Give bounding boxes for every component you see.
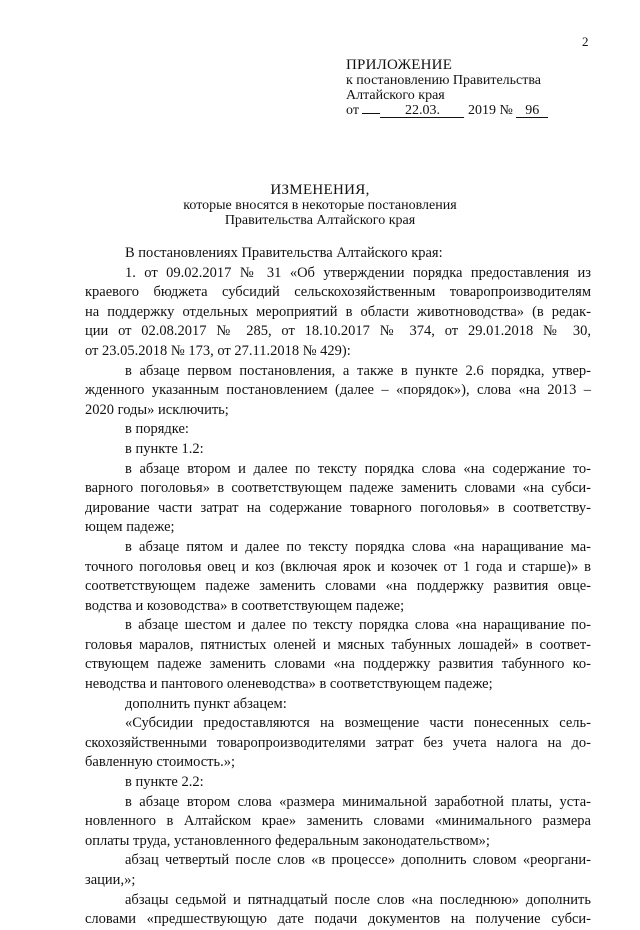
body-line: дополнить пункт абзацем: [125, 695, 287, 712]
date-blank [362, 113, 380, 114]
appendix-heading: ПРИЛОЖЕНИЕ [346, 57, 453, 73]
body-line: скохозяйственными товаропроизводителями затрат без учета налога на до- [85, 734, 591, 751]
body-line: в абзаце первом постановления, а также в пункте 2.6 порядка, утвер- [125, 362, 591, 379]
body-line: В постановлениях Правительства Алтайского края: [125, 245, 443, 261]
body-line: в порядке: [125, 421, 189, 438]
body-line: дирование части затрат на содержание товарного поголовья» в соответству- [85, 499, 591, 516]
body-line: ции от 02.08.2017 № 285, от 18.10.2017 № 374, от 29.01.2018 № 30, [85, 323, 591, 340]
number-sign: № [499, 103, 513, 118]
body-line: в абзаце пятом и далее по тексту порядка слова «на наращивание ма- [125, 538, 591, 555]
body-line: ющем падеже; [85, 519, 175, 536]
body-line: варного поголовья» в соответствующем падеже заменить словами «на субси- [85, 480, 591, 497]
body-line: краевого бюджета субсидий сельскохозяйственным товаропроизводителям [85, 284, 591, 301]
body-line: бавленную стоимость.»; [85, 754, 236, 771]
body-text [85, 244, 591, 930]
title-line-2: Правительства Алтайского края [224, 213, 416, 228]
body-line: словами «предшествующую дате подачи документов на получение субси- [85, 911, 591, 928]
resolution-number: 96 [516, 104, 548, 118]
body-line: 2020 годы» исключить; [85, 401, 229, 418]
body-line: в пункте 1.2: [125, 440, 204, 457]
body-line: в пункте 2.2: [125, 774, 204, 791]
body-line: в абзаце шестом и далее по тексту порядка слова «на наращивание по- [125, 617, 591, 634]
body-line: соответствующем падеже заменить словами «на поддержку развития овце- [85, 578, 591, 595]
date-day-month: 22.03. [380, 104, 464, 118]
body-line: зации,»; [85, 872, 136, 888]
body-line: головья маралов, пятнистых оленей и мясных табунных лошадей» в соответ- [85, 636, 591, 653]
page-number: 2 [582, 34, 589, 49]
document-title [0, 183, 640, 228]
appendix-block [346, 58, 548, 118]
title-line-1: которые вносятся в некоторые постановления [183, 198, 457, 213]
body-line: точного поголовья овец и коз (включая ярок и козочек от 1 года и старше)» в [85, 558, 591, 575]
body-line: ствующем падеже заменить словами «на поддержку развития табунного ко- [85, 656, 591, 673]
appendix-line-1: к постановлению Правительства [346, 73, 542, 88]
appendix-line-2: Алтайского края [346, 88, 445, 103]
body-line: водства и козоводства» в соответствующем падеже; [85, 597, 405, 614]
body-line: на поддержку отдельных мероприятий в области животноводства» (в редак- [85, 303, 591, 320]
body-line: неводства и пантового оленеводства» в соответствующем падеже; [85, 676, 493, 693]
body-line: от 23.05.2018 № 173, от 27.11.2018 № 429): [85, 342, 351, 359]
body-line: в абзаце втором и далее по тексту порядка слова «на содержание то- [125, 460, 591, 477]
body-line: оплаты труда, установленного федеральным законодательством»; [85, 832, 490, 849]
date-prefix: от [346, 103, 359, 118]
title-heading: ИЗМЕНЕНИЯ, [270, 182, 370, 198]
body-line: «Субсидии предоставляются на возмещение части понесенных сель- [125, 715, 591, 732]
appendix-date-line [346, 103, 548, 118]
body-line: абзацы седьмой и пятнадцатый после слов «на последнюю» дополнить [125, 891, 591, 908]
date-year: 2019 [467, 103, 496, 118]
body-line: в абзаце втором слова «размера минимальной заработной платы, уста- [125, 793, 591, 810]
body-line: новленного в Алтайском крае» заменить словами «минимального размера [85, 813, 591, 830]
body-line: 1. от 09.02.2017 № 31 «Об утверждении порядка предоставления из [125, 264, 591, 281]
body-line: жденного указанным постановлением (далее – «порядок»), слова «на 2013 – [85, 382, 591, 399]
body-line: абзац четвертый после слов «в процессе» дополнить словом «реоргани- [125, 852, 591, 869]
